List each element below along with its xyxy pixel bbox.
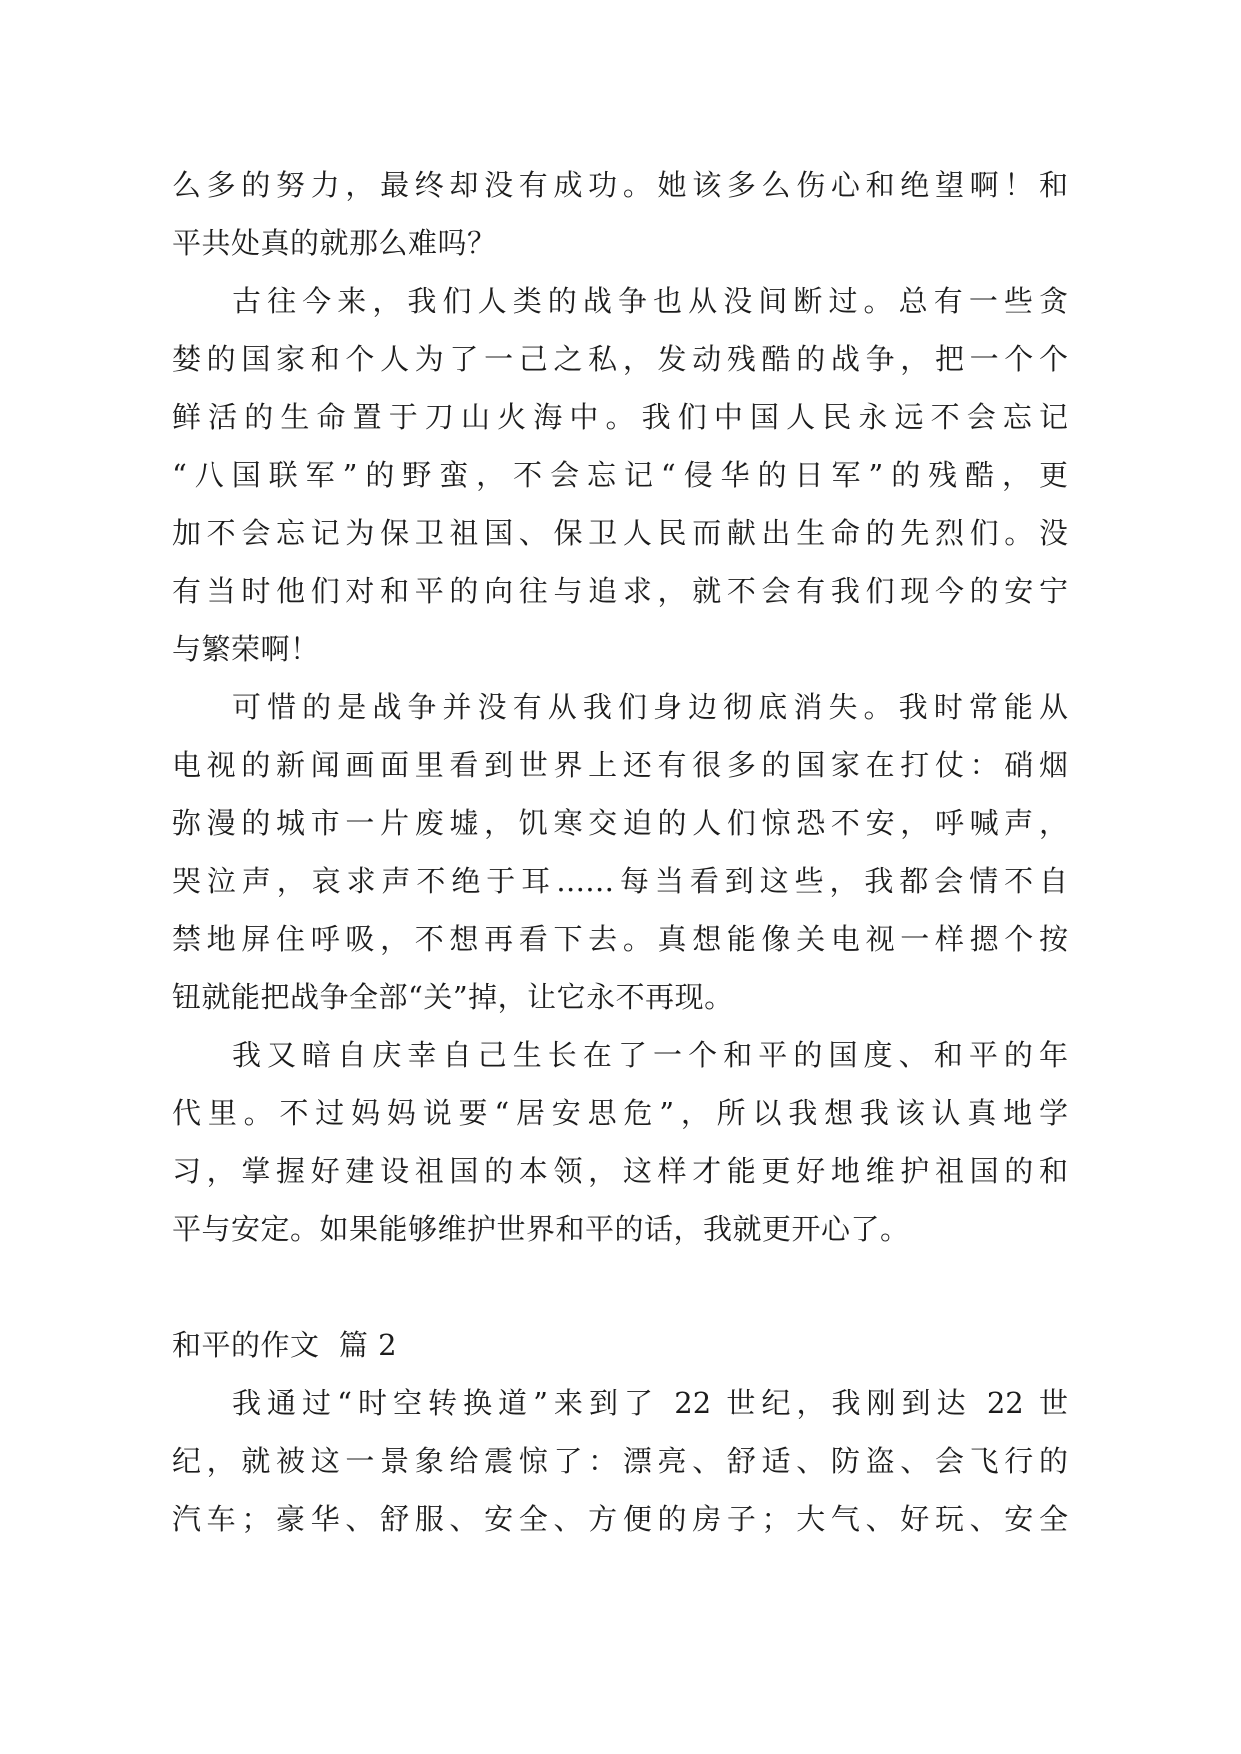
text-line: 与繁荣啊！	[172, 632, 320, 666]
text-line: 禁地屏住呼吸，不想再看下去。真想能像关电视一样摁个按	[172, 922, 1068, 956]
document-body	[172, 156, 1068, 1548]
text-line: 弥漫的城市一片废墟，饥寒交迫的人们惊恐不安，呼喊声，	[172, 806, 1068, 840]
text-line: 汽车；豪华、舒服、安全、方便的房子；大气、好玩、安全	[172, 1502, 1068, 1536]
text-line: 么多的努力，最终却没有成功。她该多么伤心和绝望啊！和	[172, 168, 1068, 202]
text-line: 纪，就被这一景象给震惊了：漂亮、舒适、防盗、会飞行的	[172, 1444, 1068, 1478]
paragraph	[172, 1026, 1068, 1258]
text-line: “八国联军”的野蛮，不会忘记“侵华的日军”的残酷，更	[172, 458, 1068, 492]
section-title: 和平的作文 篇 2	[172, 1328, 398, 1362]
text-line: 我通过“时空转换道”来到了 22 世纪，我刚到达 22 世	[232, 1386, 1068, 1420]
text-line: 代里。不过妈妈说要“居安思危”，所以我想我该认真地学	[172, 1096, 1068, 1130]
paragraph	[172, 678, 1068, 1026]
text-line: 有当时他们对和平的向往与追求，就不会有我们现今的安宁	[172, 574, 1068, 608]
paragraph	[172, 1374, 1068, 1548]
text-line: 古往今来，我们人类的战争也从没间断过。总有一些贪	[232, 284, 1068, 318]
text-line: 可惜的是战争并没有从我们身边彻底消失。我时常能从	[232, 690, 1068, 724]
text-line: 钮就能把战争全部“关”掉，让它永不再现。	[172, 980, 734, 1014]
text-line: 婪的国家和个人为了一己之私，发动残酷的战争，把一个个	[172, 342, 1068, 376]
text-line: 哭泣声，哀求声不绝于耳……每当看到这些，我都会情不自	[172, 864, 1068, 898]
text-line: 平与安定。如果能够维护世界和平的话，我就更开心了。	[172, 1212, 910, 1246]
text-line: 我又暗自庆幸自己生长在了一个和平的国度、和平的年	[232, 1038, 1068, 1072]
text-line: 加不会忘记为保卫祖国、保卫人民而献出生命的先烈们。没	[172, 516, 1068, 550]
text-line: 习，掌握好建设祖国的本领，这样才能更好地维护祖国的和	[172, 1154, 1068, 1188]
paragraph	[172, 156, 1068, 272]
text-line: 电视的新闻画面里看到世界上还有很多的国家在打仗：硝烟	[172, 748, 1068, 782]
paragraph	[172, 272, 1068, 678]
text-line: 鲜活的生命置于刀山火海中。我们中国人民永远不会忘记	[172, 400, 1068, 434]
text-line: 平共处真的就那么难吗？	[172, 226, 497, 260]
